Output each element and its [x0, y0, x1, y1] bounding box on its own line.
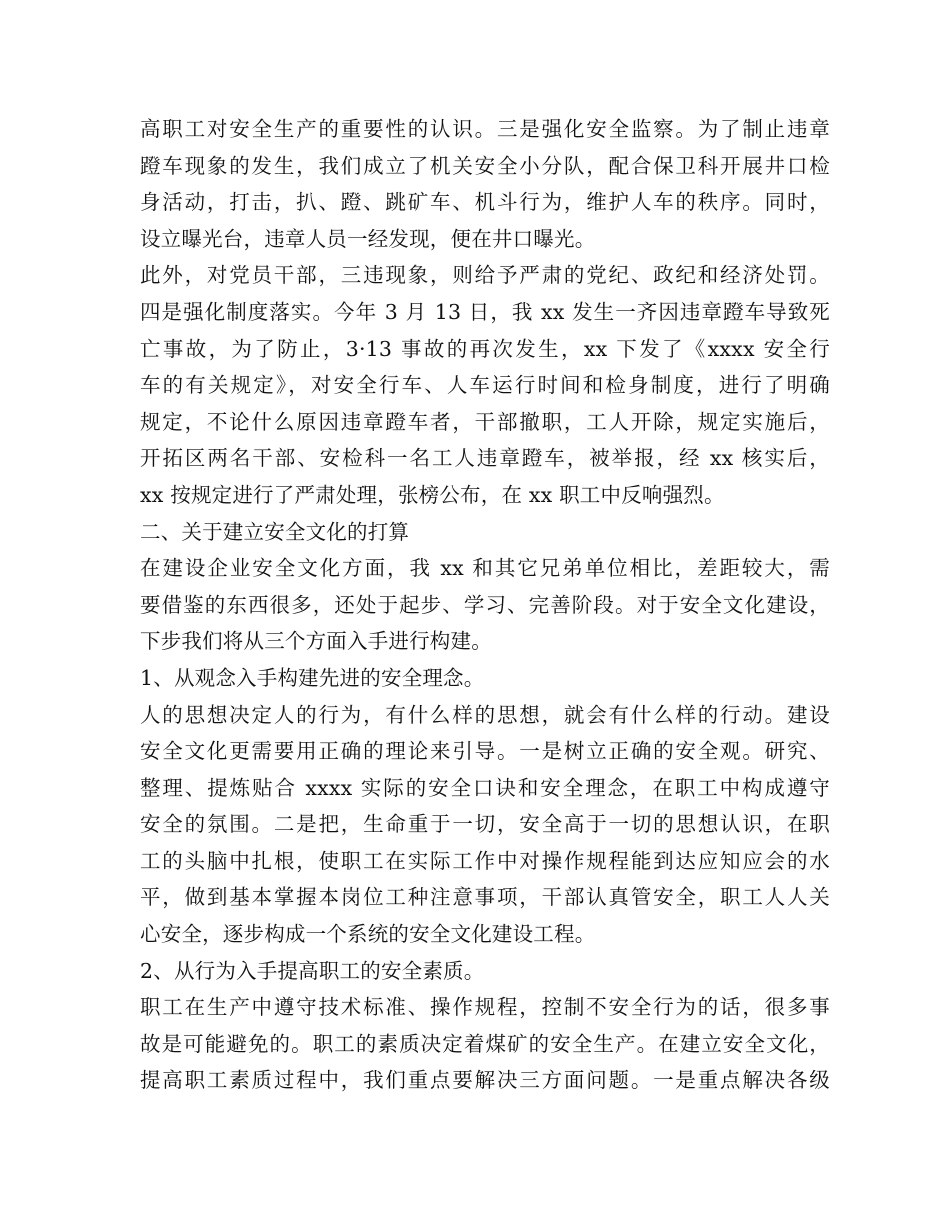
- text-line: 工的头脑中扎根，使职工在实际工作中对操作规程能到达应知应会的水: [140, 848, 830, 873]
- text-line: 此外，对党员干部，三违现象，则给予严肃的党纪、政纪和经济处罚。: [140, 263, 830, 288]
- text-line: 二、关于建立安全文化的打算: [140, 519, 410, 544]
- text-line: 安全文化更需要用正确的理论来引导。一是树立正确的安全观。研究、: [140, 739, 830, 764]
- text-line: 提高职工素质过程中，我们重点要解决三方面问题。一是重点解决各级: [140, 1068, 830, 1093]
- text-line: 1、从观念入手构建先进的安全理念。: [140, 665, 485, 690]
- text-line: 亡事故，为了防止，3·13 事故的再次发生，xx 下发了《xxxx 安全行: [140, 336, 830, 361]
- text-line: 车的有关规定》，对安全行车、人车运行时间和检身制度，进行了明确: [140, 373, 830, 398]
- text-line: 2、从行为入手提高职工的安全素质。: [140, 958, 485, 983]
- text-line: 四是强化制度落实。今年 3 月 13 日，我 xx 发生一齐因违章蹬车导致死: [140, 299, 830, 324]
- text-line: 整理、提炼贴合 xxxx 实际的安全口诀和安全理念，在职工中构成遵守: [140, 775, 830, 800]
- document-body: [140, 111, 830, 1099]
- text-line: 安全的氛围。二是把，生命重于一切，安全高于一切的思想认识，在职: [140, 812, 830, 837]
- text-line: 要借鉴的东西很多，还处于起步、学习、完善阶段。对于安全文化建设，: [140, 592, 830, 617]
- text-line: 蹬车现象的发生，我们成立了机关安全小分队，配合保卫科开展井口检: [140, 153, 830, 178]
- text-line: 职工在生产中遵守技术标准、操作规程，控制不安全行为的话，很多事: [140, 995, 830, 1020]
- text-line: 平，做到基本掌握本岗位工种注意事项，干部认真管安全，职工人人关: [140, 885, 830, 910]
- text-line: xx 按规定进行了严肃处理，张榜公布，在 xx 职工中反响强烈。: [140, 482, 725, 507]
- text-line: 身活动，打击，扒、蹬、跳矿车、机斗行为，维护人车的秩序。同时，: [140, 190, 830, 215]
- text-line: 规定，不论什么原因违章蹬车者，干部撤职，工人开除，规定实施后，: [140, 409, 830, 434]
- text-line: 设立曝光台，违章人员一经发现，便在井口曝光。: [140, 226, 596, 251]
- text-line: 心安全，逐步构成一个系统的安全文化建设工程。: [140, 922, 596, 947]
- text-line: 故是可能避免的。职工的素质决定着煤矿的安全生产。在建立安全文化，: [140, 1031, 830, 1056]
- text-line: 人的思想决定人的行为，有什么样的思想，就会有什么样的行动。建设: [140, 702, 830, 727]
- text-line: 高职工对安全生产的重要性的认识。三是强化安全监察。为了制止违章: [140, 117, 830, 141]
- text-line: 开拓区两名干部、安检科一名工人违章蹬车，被举报，经 xx 核实后，: [140, 446, 830, 471]
- text-line: 在建设企业安全文化方面，我 xx 和其它兄弟单位相比，差距较大，需: [140, 556, 830, 581]
- text-line: 下步我们将从三个方面入手进行构建。: [140, 629, 492, 654]
